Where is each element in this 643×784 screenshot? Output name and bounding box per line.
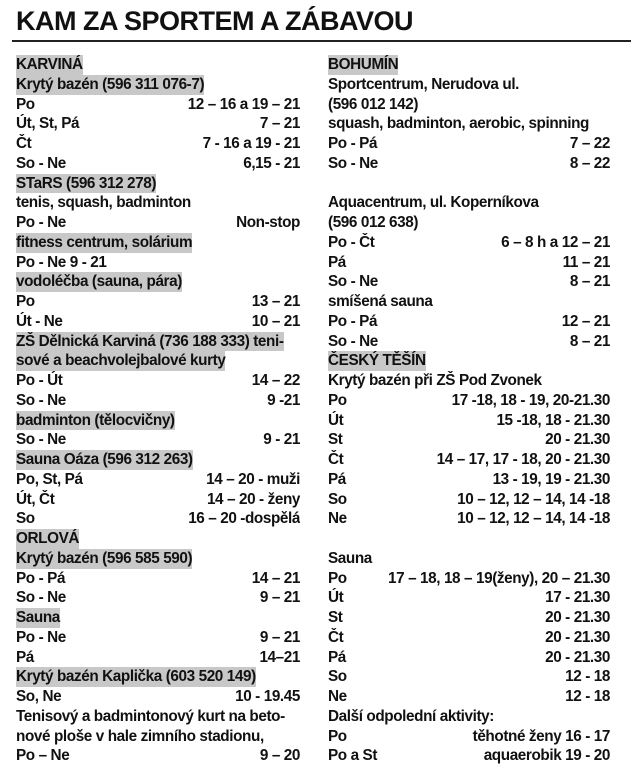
schedule-row xyxy=(328,687,610,707)
text-line: (596 012 142) xyxy=(328,95,419,113)
section-heading: STaRS (596 312 278) xyxy=(16,174,157,192)
text-line: (596 012 638) xyxy=(328,214,419,231)
section-heading: ČESKÝ TĚŠÍN xyxy=(328,352,426,370)
schedule-row xyxy=(16,312,300,332)
schedule-row xyxy=(328,430,610,450)
day-label: Po - Pá xyxy=(328,135,378,152)
schedule-row xyxy=(16,292,300,312)
section-heading: KARVINÁ xyxy=(16,56,83,73)
text-line: smíšená sauna xyxy=(328,293,433,310)
hours-value: 20 - 21.30 xyxy=(545,431,610,449)
schedule-row xyxy=(328,628,610,648)
schedule-row xyxy=(328,490,610,510)
text-line: Po - Ne 9 - 21 xyxy=(16,253,107,271)
section-heading: sové a beachvolejbalové kurty xyxy=(16,352,226,370)
schedule-row xyxy=(328,253,610,273)
hours-value: 12 - 18 xyxy=(565,668,610,686)
day-label: So - Ne xyxy=(328,332,378,350)
day-label: Pá xyxy=(328,648,346,666)
hours-value: 7 - 16 a 19 - 21 xyxy=(202,135,300,152)
schedule-row xyxy=(328,233,610,253)
day-label: So - Ne xyxy=(16,154,66,172)
section-heading: badminton (tělocvičny) xyxy=(16,411,175,429)
heading-line xyxy=(16,667,300,687)
hours-value: 7 – 21 xyxy=(259,115,300,133)
heading-line xyxy=(16,55,300,75)
schedule-row xyxy=(328,667,610,687)
hours-value: 16 – 20 -dospělá xyxy=(188,510,300,528)
schedule-row xyxy=(328,648,610,668)
hours-value: 9 – 21 xyxy=(259,628,300,646)
day-label: Pá xyxy=(16,648,34,666)
day-label: So xyxy=(328,668,347,686)
info-line xyxy=(328,549,610,569)
hours-value: 10 - 19.45 xyxy=(235,688,300,705)
hours-value: 14–21 xyxy=(259,648,300,666)
blank-line xyxy=(328,529,610,549)
info-line xyxy=(16,707,300,727)
section-heading: Sauna xyxy=(16,609,60,626)
day-label: Po xyxy=(328,391,347,409)
heading-line xyxy=(16,450,300,470)
section-heading: ORLOVÁ xyxy=(16,530,80,547)
schedule-row xyxy=(16,490,300,510)
day-label: Po, St, Pá xyxy=(16,470,83,488)
hours-value: 9 – 20 xyxy=(259,747,300,765)
info-line xyxy=(328,707,610,727)
schedule-row xyxy=(328,332,610,352)
section-heading: BOHUMÍN xyxy=(328,56,399,73)
schedule-row xyxy=(16,648,300,668)
schedule-row xyxy=(328,509,610,529)
hours-value: 8 – 22 xyxy=(569,154,610,172)
schedule-row xyxy=(16,430,300,450)
day-label: Út - Ne xyxy=(16,312,63,330)
hours-value: 13 - 19, 19 - 21.30 xyxy=(492,470,610,488)
info-line xyxy=(328,193,610,213)
hours-value: 8 – 21 xyxy=(569,332,610,350)
schedule-row xyxy=(328,411,610,431)
hours-value: 10 – 21 xyxy=(251,312,300,330)
schedule-row xyxy=(16,628,300,648)
info-line xyxy=(328,114,610,134)
day-label: Po xyxy=(16,293,35,310)
day-label: Út xyxy=(328,411,344,429)
day-label: Po - Út xyxy=(16,372,63,389)
section-heading: fitness centrum, solárium xyxy=(16,233,193,251)
heading-line xyxy=(16,529,300,549)
day-label: Po - Pá xyxy=(328,312,378,330)
hours-value: 14 – 22 xyxy=(251,372,300,389)
schedule-row xyxy=(16,134,300,154)
day-label: So - Ne xyxy=(16,431,66,449)
schedule-row xyxy=(328,312,610,332)
day-label: Čt xyxy=(16,135,32,152)
text-line: Krytý bazén při ZŠ Pod Zvonek xyxy=(328,372,542,389)
hours-value: 12 – 21 xyxy=(561,312,610,330)
day-label: Po - Ne xyxy=(16,214,66,231)
section-heading: Krytý bazén (596 311 076-7) xyxy=(16,75,205,93)
heading-line xyxy=(16,174,300,194)
schedule-row xyxy=(16,114,300,134)
heading-line xyxy=(16,332,300,352)
schedule-row xyxy=(328,569,610,589)
heading-line xyxy=(16,75,300,95)
info-line xyxy=(328,75,610,95)
heading-line xyxy=(16,549,300,569)
right-column xyxy=(328,55,610,766)
schedule-row xyxy=(328,450,610,470)
text-line: Aquacentrum, ul. Koperníkova xyxy=(328,194,539,212)
schedule-row xyxy=(16,746,300,766)
schedule-row xyxy=(328,154,610,174)
hours-value: 12 - 18 xyxy=(565,688,610,705)
schedule-row xyxy=(328,588,610,608)
hours-value: 14 – 20 - muži xyxy=(206,470,300,488)
section-heading: Krytý bazén (596 585 590) xyxy=(16,549,193,567)
schedule-row xyxy=(328,470,610,490)
left-column xyxy=(16,55,300,766)
hours-value: 20 - 21.30 xyxy=(545,628,610,646)
info-line xyxy=(328,371,610,391)
day-label: Pá xyxy=(328,253,346,271)
schedule-row xyxy=(16,371,300,391)
day-label: So - Ne xyxy=(328,273,378,291)
text-line: tenis, squash, badminton xyxy=(16,194,191,212)
hours-value: 14 – 21 xyxy=(251,569,300,587)
schedule-row xyxy=(328,134,610,154)
text-line: nové ploše v hale zimního stadionu, xyxy=(16,727,264,745)
hours-value: 10 – 12, 12 – 14, 14 -18 xyxy=(457,490,610,508)
day-label: Ne xyxy=(328,510,347,528)
schedule-row xyxy=(328,272,610,292)
text-line: Tenisový a badmintonový kurt na beto- xyxy=(16,707,285,725)
day-label: Po xyxy=(328,569,347,587)
day-label: Pá xyxy=(328,470,346,488)
day-label: So xyxy=(328,490,347,508)
heading-line xyxy=(16,608,300,628)
day-label: So - Ne xyxy=(16,589,66,607)
day-label: St xyxy=(328,609,343,626)
hours-value: 9 - 21 xyxy=(263,431,300,449)
text-line: Sauna xyxy=(328,549,372,567)
heading-line xyxy=(16,351,300,371)
schedule-row xyxy=(16,569,300,589)
hours-value: 11 – 21 xyxy=(562,253,610,271)
day-label: Čt xyxy=(328,451,344,468)
day-label: So xyxy=(16,510,35,528)
day-label: Po - Čt xyxy=(328,233,375,251)
text-line: Sportcentrum, Nerudova ul. xyxy=(328,75,520,93)
schedule-row xyxy=(16,588,300,608)
day-label: Út, St, Pá xyxy=(16,115,80,133)
day-label: Čt xyxy=(328,628,344,646)
info-line xyxy=(328,292,610,312)
schedule-row xyxy=(328,608,610,628)
section-heading: Sauna Oáza (596 312 263) xyxy=(16,451,193,468)
heading-line xyxy=(16,272,300,292)
hours-value: 15 -18, 18 - 21.30 xyxy=(496,411,610,429)
hours-value: 6,15 - 21 xyxy=(243,154,300,172)
hours-value: 9 -21 xyxy=(267,391,300,409)
section-heading: Krytý bazén Kaplička (603 520 149) xyxy=(16,668,256,686)
day-label: So, Ne xyxy=(16,688,62,705)
hours-value: 14 – 20 - ženy xyxy=(206,490,300,508)
heading-line xyxy=(328,55,610,75)
day-label: Po a St xyxy=(328,747,378,765)
schedule-row xyxy=(16,687,300,707)
day-label: Po xyxy=(16,95,35,113)
hours-value: 10 – 12, 12 – 14, 14 -18 xyxy=(457,510,610,528)
hours-value: 20 - 21.30 xyxy=(545,648,610,666)
schedule-row xyxy=(16,509,300,529)
schedule-row xyxy=(16,95,300,115)
hours-value: Non-stop xyxy=(236,214,300,231)
hours-value: 7 – 22 xyxy=(569,135,610,152)
day-label: So - Ne xyxy=(328,154,378,172)
info-line xyxy=(328,213,610,233)
text-line: squash, badminton, aerobic, spinning xyxy=(328,115,589,133)
hours-value: 9 – 21 xyxy=(259,589,300,607)
day-label: Út xyxy=(328,589,344,607)
day-label: So - Ne xyxy=(16,391,66,409)
schedule-row xyxy=(16,213,300,233)
section-heading: vodoléčba (sauna, pára) xyxy=(16,273,182,291)
schedule-row xyxy=(328,727,610,747)
section-heading: ZŠ Dělnická Karviná (736 188 333) teni- xyxy=(16,332,284,350)
title-rule xyxy=(12,40,631,42)
hours-value: 8 – 21 xyxy=(569,273,610,291)
schedule-row xyxy=(328,391,610,411)
hours-value: těhotné ženy 16 - 17 xyxy=(472,727,610,745)
hours-value: 14 – 17, 17 - 18, 20 - 21.30 xyxy=(436,451,610,468)
hours-value: 13 – 21 xyxy=(251,293,300,310)
hours-value: 17 - 21.30 xyxy=(545,589,610,607)
heading-line xyxy=(16,233,300,253)
hours-value: 17 -18, 18 - 19, 20-21.30 xyxy=(451,391,610,409)
page-title: KAM ZA SPORTEM A ZÁBAVOU xyxy=(16,6,413,36)
day-label: St xyxy=(328,431,343,449)
day-label: Út, Čt xyxy=(16,490,55,508)
hours-value: 6 – 8 h a 12 – 21 xyxy=(501,233,610,251)
day-label: Ne xyxy=(328,688,347,705)
info-line xyxy=(16,193,300,213)
blank-line xyxy=(328,174,610,194)
info-line xyxy=(328,95,610,115)
schedule-row xyxy=(16,154,300,174)
schedule-row xyxy=(16,391,300,411)
heading-line xyxy=(328,351,610,371)
day-label: Po - Pá xyxy=(16,569,66,587)
info-line xyxy=(16,253,300,273)
hours-value: 20 - 21.30 xyxy=(545,609,610,626)
text-line: Další odpolední aktivity: xyxy=(328,707,494,725)
hours-value: aquaerobik 19 - 20 xyxy=(483,747,610,765)
schedule-row xyxy=(16,470,300,490)
heading-line xyxy=(16,411,300,431)
info-line xyxy=(16,727,300,747)
hours-value: 17 – 18, 18 – 19(ženy), 20 – 21.30 xyxy=(388,569,610,587)
day-label: Po - Ne xyxy=(16,628,66,646)
day-label: Po – Ne xyxy=(16,747,70,765)
day-label: Po xyxy=(328,727,347,745)
schedule-row xyxy=(328,746,610,766)
hours-value: 12 – 16 a 19 – 21 xyxy=(187,95,300,113)
